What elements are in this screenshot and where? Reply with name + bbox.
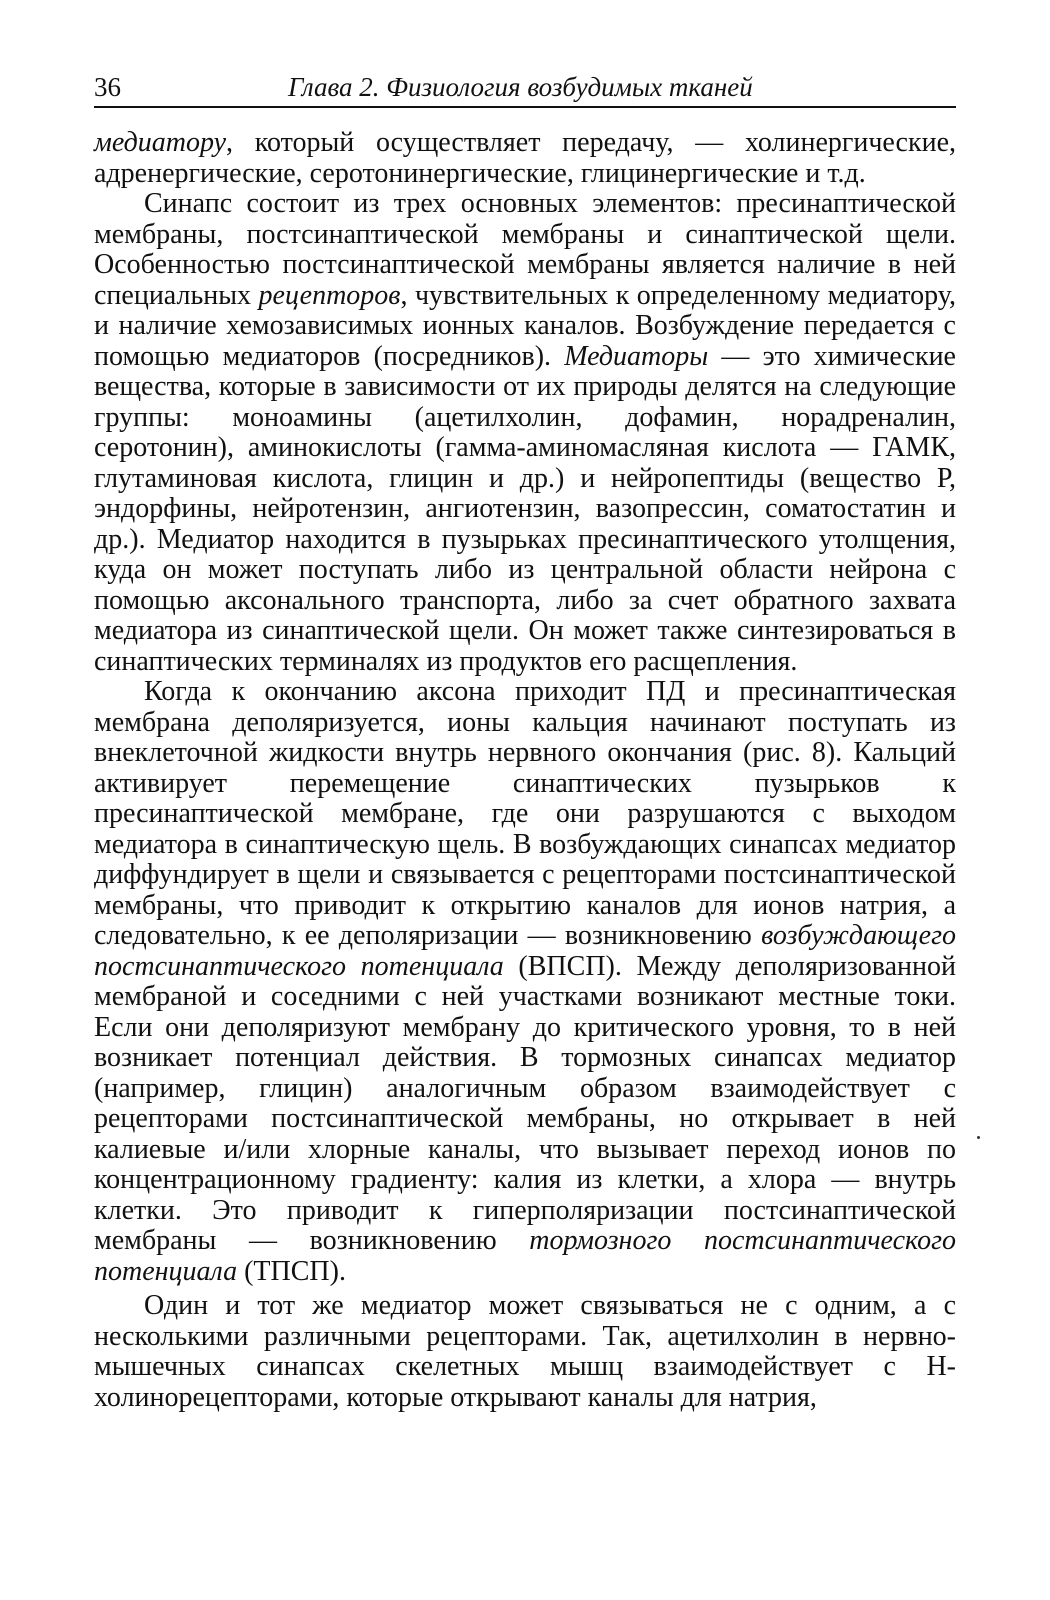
term-ipsp: тормозного постсинаптического потенциала bbox=[94, 1225, 956, 1287]
paragraph-1-text: , который осуществляет передачу, — холинергические, адренергические, серотонинергические, глицинергические и т.д. bbox=[94, 127, 956, 189]
paragraph-3 bbox=[94, 677, 956, 1287]
margin-speck bbox=[977, 1136, 980, 1139]
chapter-title: Глава 2. Физиология возбудимых тканей bbox=[288, 72, 753, 102]
paragraph-2-text-b: , чувствительных к определенному медиатору, и наличие хемозависимых ионных каналов. Возбуждение передается с помощью медиаторов (посредников). bbox=[94, 279, 956, 372]
term-receptors: рецепторов bbox=[258, 279, 401, 311]
page-number: 36 bbox=[94, 72, 121, 102]
paragraph-4 bbox=[94, 1291, 956, 1413]
paragraph-3-text-b: (ВПСП). Между деполяризованной мембраной и соседними с ней участками возникают местные токи. Если они деполяризуют мембрану до критического уровня, то в ней возникает потенциал действия. В тормозных синапсах медиатор (например, глицин) аналогичным образом взаимодействует с рецепторами постсинаптической мембраны, но открывает в ней калиевые и/или хлорные каналы, что вызывает переход ионов по концентрационному градиенту: калия из клетки, а хлора — внутрь клетки. Это приводит к гиперполяризации постсинаптической мембраны — возникновению bbox=[94, 950, 956, 1256]
paragraph-3-text-a: Когда к окончанию аксона приходит ПД и пресинаптическая мембрана деполяризуется, ионы кальция начинают поступать из внеклеточной жидкости внутрь нервного окончания (рис. 8). Кальций активирует перемещение синаптических пузырьков к пресинаптической мембране, где они разрушаются с выходом медиатора в синаптическую щель. В возбуждающих синапсах медиатор диффундирует в щели и связывается с рецепторами постсинаптической мембраны, что приводит к открытию каналов для ионов натрия, а следовательно, к ее деполяризации — возникновению bbox=[94, 676, 956, 951]
paragraph-4-text: Один и тот же медиатор может связываться не с одним, а с несколькими различными рецепторами. Так, ацетилхолин в нервно-мышечных синапсах скелетных мышц взаимодействует с Н-холинорецепторами, которые открывают каналы для натрия, bbox=[94, 1290, 956, 1413]
paragraph-2 bbox=[94, 189, 956, 677]
paragraph-1 bbox=[94, 128, 956, 189]
body-text bbox=[94, 128, 956, 1413]
paragraph-2-text-c: — это химические вещества, которые в зависимости от их природы делятся на следующие группы: моноамины (ацетилхолин, дофамин, норадреналин, серотонин), аминокислоты (гамма-аминомасляная кислота — ГАМК, глутаминовая кислота, глицин и др.) и нейропептиды (вещество Р, эндорфины, нейротензин, ангиотензин, вазопрессин, соматостатин и др.). Медиатор находится в пузырьках пресинаптического утолщения, куда он может поступать либо из центральной области нейрона с помощью аксонального транспорта, либо за счет обратного захвата медиатора из синаптической щели. Он может также синтезироваться в синаптических терминалях из продуктов его расщепления. bbox=[94, 340, 956, 677]
paragraph-3-text-c: (ТПСП). bbox=[237, 1255, 346, 1287]
term-mediator: медиатору bbox=[94, 127, 227, 158]
paragraph-2-text-a: Синапс состоит из трех основных элементов: пресинаптической мембраны, постсинаптической мембраны и синаптической щели. Особенностью постсинаптической мембраны является наличие в ней специальных bbox=[94, 188, 956, 311]
term-epsp: возбуждающего постсинаптического потенциала bbox=[94, 920, 956, 982]
term-mediators: Медиаторы bbox=[564, 340, 709, 372]
running-head bbox=[94, 66, 956, 108]
